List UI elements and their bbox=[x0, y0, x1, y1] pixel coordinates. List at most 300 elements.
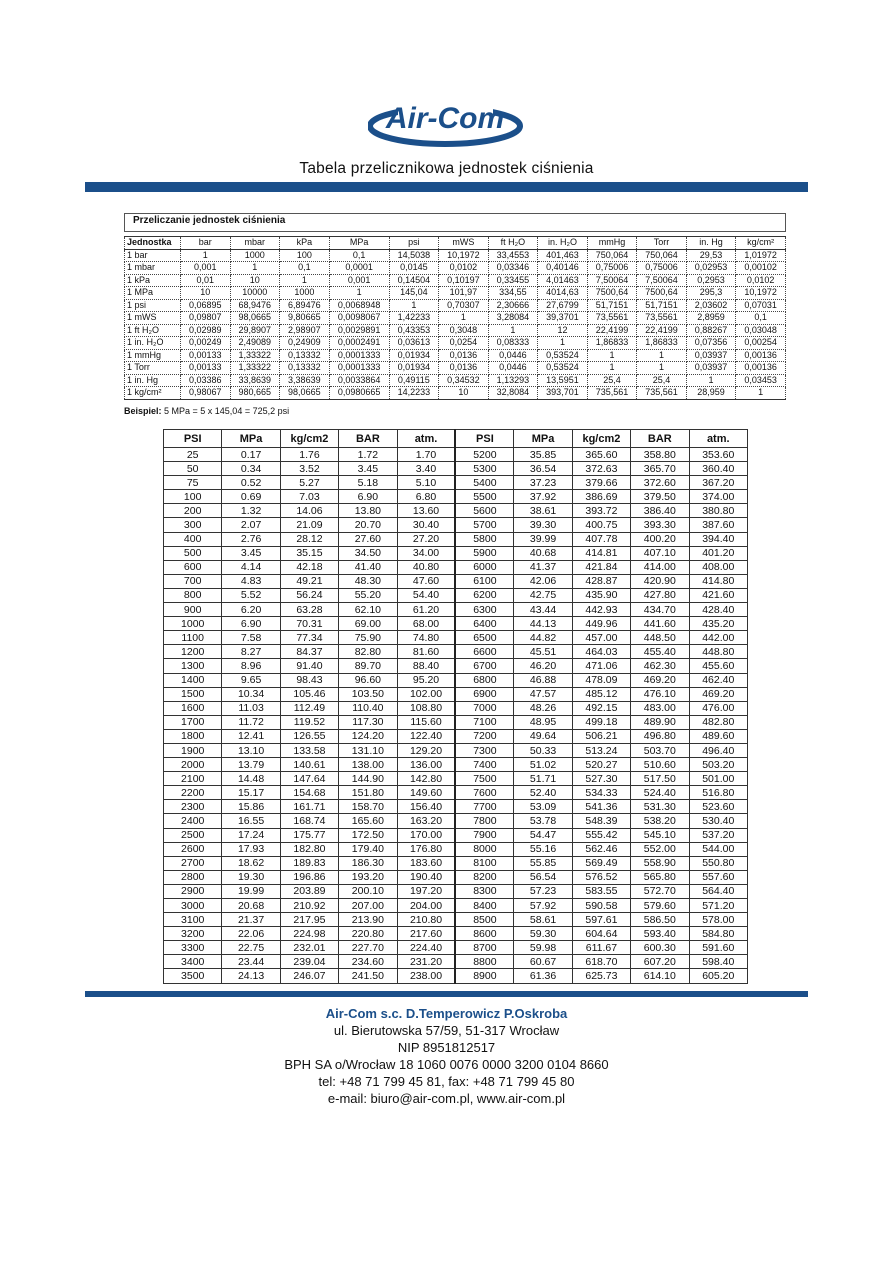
table-cell: 62.10 bbox=[339, 603, 397, 617]
table-cell: 1 mmHg bbox=[125, 349, 181, 362]
table-cell: 1,86833 bbox=[587, 337, 637, 350]
table-cell: 0.34 bbox=[222, 462, 280, 476]
table-cell: 0,0254 bbox=[439, 337, 489, 350]
table-cell: 489.90 bbox=[631, 715, 689, 729]
table-cell: 407.78 bbox=[572, 532, 630, 546]
table-cell: 45.51 bbox=[514, 645, 572, 659]
table-cell: 0,0001 bbox=[329, 262, 389, 275]
table-row bbox=[164, 884, 748, 898]
table-cell: 800 bbox=[164, 588, 222, 602]
table-cell: 1 bbox=[280, 274, 330, 287]
table-cell: 449.96 bbox=[572, 617, 630, 631]
table-row bbox=[164, 842, 748, 856]
column-header: BAR bbox=[339, 430, 397, 448]
table-cell: 0,00102 bbox=[736, 262, 786, 275]
table-row bbox=[164, 504, 748, 518]
table-cell: 14.48 bbox=[222, 772, 280, 786]
table-cell: 0,13332 bbox=[280, 349, 330, 362]
column-header: kg/cm² bbox=[736, 237, 786, 250]
table-cell: 386.40 bbox=[631, 504, 689, 518]
table-cell: 586.50 bbox=[631, 913, 689, 927]
table-row bbox=[164, 743, 748, 757]
table-cell: 5300 bbox=[455, 462, 513, 476]
table-cell: 39.30 bbox=[514, 518, 572, 532]
table-cell: 27,6799 bbox=[538, 299, 588, 312]
table-cell: 469.20 bbox=[631, 673, 689, 687]
table-cell: 510.60 bbox=[631, 758, 689, 772]
conversion-header-row bbox=[125, 237, 786, 250]
table-cell: 0,24909 bbox=[280, 337, 330, 350]
table-cell: 552.00 bbox=[631, 842, 689, 856]
table-cell: 1900 bbox=[164, 743, 222, 757]
table-row bbox=[164, 518, 748, 532]
table-row bbox=[164, 603, 748, 617]
table-cell: 1 bbox=[538, 337, 588, 350]
table-row bbox=[164, 772, 748, 786]
table-cell: 175.77 bbox=[280, 828, 338, 842]
table-cell: 435.20 bbox=[689, 617, 747, 631]
table-row bbox=[164, 532, 748, 546]
table-cell: 597.61 bbox=[572, 913, 630, 927]
table-cell: 545.10 bbox=[631, 828, 689, 842]
table-cell: 0,03937 bbox=[686, 349, 736, 362]
table-cell: 3,28084 bbox=[488, 312, 538, 325]
table-cell: 0,0098067 bbox=[329, 312, 389, 325]
table-cell: 7,50064 bbox=[587, 274, 637, 287]
table-cell: 1700 bbox=[164, 715, 222, 729]
table-cell: 3300 bbox=[164, 941, 222, 955]
table-cell: 58.61 bbox=[514, 913, 572, 927]
table-cell: 1000 bbox=[164, 617, 222, 631]
table-cell: 190.40 bbox=[397, 870, 455, 884]
table-cell: 53.78 bbox=[514, 814, 572, 828]
table-row bbox=[164, 800, 748, 814]
table-row bbox=[125, 337, 786, 350]
table-cell: 0.17 bbox=[222, 448, 280, 462]
table-cell: 77.34 bbox=[280, 631, 338, 645]
table-cell: 562.46 bbox=[572, 842, 630, 856]
table-row bbox=[164, 786, 748, 800]
table-cell: 8800 bbox=[455, 955, 513, 969]
table-cell: 2,03602 bbox=[686, 299, 736, 312]
table-cell: 81.60 bbox=[397, 645, 455, 659]
table-cell: 448.80 bbox=[689, 645, 747, 659]
column-header: psi bbox=[389, 237, 439, 250]
table-cell: 591.60 bbox=[689, 941, 747, 955]
table-cell: 6,89476 bbox=[280, 299, 330, 312]
table-cell: 6200 bbox=[455, 588, 513, 602]
table-cell: 35.85 bbox=[514, 448, 572, 462]
footer bbox=[0, 1005, 893, 1107]
table-cell: 88.40 bbox=[397, 659, 455, 673]
table-cell: 33,8639 bbox=[230, 374, 280, 387]
table-cell: 607.20 bbox=[631, 955, 689, 969]
table-cell: 10 bbox=[230, 274, 280, 287]
table-cell: 8900 bbox=[455, 969, 513, 983]
table-cell: 0,0002491 bbox=[329, 337, 389, 350]
table-cell: 101,97 bbox=[439, 287, 489, 300]
table-cell: 0,00133 bbox=[181, 349, 231, 362]
table-cell: 414.00 bbox=[631, 560, 689, 574]
table-cell: 220.80 bbox=[339, 927, 397, 941]
table-cell: 1300 bbox=[164, 659, 222, 673]
table-cell: 105.46 bbox=[280, 687, 338, 701]
table-cell: 496.40 bbox=[689, 743, 747, 757]
table-cell: 22.06 bbox=[222, 927, 280, 941]
column-header: mbar bbox=[230, 237, 280, 250]
table-cell: 49.64 bbox=[514, 729, 572, 743]
conversion-body bbox=[125, 249, 786, 399]
table-cell: 91.40 bbox=[280, 659, 338, 673]
table-cell: 6700 bbox=[455, 659, 513, 673]
table-cell: 2.07 bbox=[222, 518, 280, 532]
table-cell: 1,33322 bbox=[230, 349, 280, 362]
table-cell: 9,80665 bbox=[280, 312, 330, 325]
table-cell: 2500 bbox=[164, 828, 222, 842]
table-row bbox=[164, 913, 748, 927]
table-cell: 427.80 bbox=[631, 588, 689, 602]
table-cell: 2200 bbox=[164, 786, 222, 800]
table-cell: 6800 bbox=[455, 673, 513, 687]
table-cell: 203.89 bbox=[280, 884, 338, 898]
table-cell: 0,0145 bbox=[389, 262, 439, 275]
table-cell: 234.60 bbox=[339, 955, 397, 969]
table-cell: 176.80 bbox=[397, 842, 455, 856]
table-cell: 0,0446 bbox=[488, 349, 538, 362]
table-cell: 241.50 bbox=[339, 969, 397, 983]
table-cell: 1600 bbox=[164, 701, 222, 715]
table-cell: 0,02989 bbox=[181, 324, 231, 337]
table-cell: 151.80 bbox=[339, 786, 397, 800]
table-cell: 0,1 bbox=[329, 249, 389, 262]
table-cell: 186.30 bbox=[339, 856, 397, 870]
table-cell: 544.00 bbox=[689, 842, 747, 856]
table-cell: 6.90 bbox=[222, 617, 280, 631]
table-cell: 6.20 bbox=[222, 603, 280, 617]
table-cell: 457.00 bbox=[572, 631, 630, 645]
table-cell: 231.20 bbox=[397, 955, 455, 969]
table-row bbox=[125, 262, 786, 275]
table-cell: 1 bbox=[587, 362, 637, 375]
table-cell: 0,03453 bbox=[736, 374, 786, 387]
table-cell: 39.99 bbox=[514, 532, 572, 546]
table-cell: 50 bbox=[164, 462, 222, 476]
table-cell: 7000 bbox=[455, 701, 513, 715]
table-cell: 513.24 bbox=[572, 743, 630, 757]
table-cell: 0,0102 bbox=[736, 274, 786, 287]
table-cell: 115.60 bbox=[397, 715, 455, 729]
column-header: mWS bbox=[439, 237, 489, 250]
table-cell: 1100 bbox=[164, 631, 222, 645]
table-cell: 393.30 bbox=[631, 518, 689, 532]
table-cell: 207.00 bbox=[339, 899, 397, 913]
table-cell: 30.40 bbox=[397, 518, 455, 532]
table-cell: 462.40 bbox=[689, 673, 747, 687]
table-cell: 21.37 bbox=[222, 913, 280, 927]
table-cell: 68.00 bbox=[397, 617, 455, 631]
table-cell: 1500 bbox=[164, 687, 222, 701]
table-cell: 5900 bbox=[455, 546, 513, 560]
table-cell: 476.10 bbox=[631, 687, 689, 701]
table-cell: 5700 bbox=[455, 518, 513, 532]
table-cell: 55.85 bbox=[514, 856, 572, 870]
column-header: PSI bbox=[455, 430, 513, 448]
table-cell: 604.64 bbox=[572, 927, 630, 941]
table-cell: 170.00 bbox=[397, 828, 455, 842]
table-cell: 55.20 bbox=[339, 588, 397, 602]
table-cell: 63.28 bbox=[280, 603, 338, 617]
table-cell: 7500,64 bbox=[587, 287, 637, 300]
table-cell: 442.93 bbox=[572, 603, 630, 617]
table-cell: 196.86 bbox=[280, 870, 338, 884]
table-cell: 210.80 bbox=[397, 913, 455, 927]
table-cell: 70.31 bbox=[280, 617, 338, 631]
table-cell: 0,03048 bbox=[736, 324, 786, 337]
table-cell: 590.58 bbox=[572, 899, 630, 913]
table-cell: 131.10 bbox=[339, 743, 397, 757]
table-cell: 541.36 bbox=[572, 800, 630, 814]
table-cell: 0,0136 bbox=[439, 362, 489, 375]
table-cell: 492.15 bbox=[572, 701, 630, 715]
table-cell: 3.45 bbox=[339, 462, 397, 476]
table-cell: 365.60 bbox=[572, 448, 630, 462]
table-cell: 555.42 bbox=[572, 828, 630, 842]
table-cell: 614.10 bbox=[631, 969, 689, 983]
table-cell: 517.50 bbox=[631, 772, 689, 786]
table-row bbox=[164, 574, 748, 588]
table-cell: 227.70 bbox=[339, 941, 397, 955]
column-header: atm. bbox=[397, 430, 455, 448]
table-cell: 0,06895 bbox=[181, 299, 231, 312]
table-cell: 367.20 bbox=[689, 476, 747, 490]
table-cell: 0,88267 bbox=[686, 324, 736, 337]
conversion-title: Przeliczanie jednostek ciśnienia bbox=[133, 215, 286, 226]
table-cell: 485.12 bbox=[572, 687, 630, 701]
table-cell: 19.30 bbox=[222, 870, 280, 884]
table-cell: 527.30 bbox=[572, 772, 630, 786]
table-row bbox=[125, 274, 786, 287]
table-cell: 1 bbox=[181, 249, 231, 262]
table-row bbox=[164, 941, 748, 955]
table-cell: 0,33455 bbox=[488, 274, 538, 287]
table-cell: 75 bbox=[164, 476, 222, 490]
table-cell: 14,5038 bbox=[389, 249, 439, 262]
table-cell: 0,0001333 bbox=[329, 349, 389, 362]
table-cell: 1,42233 bbox=[389, 312, 439, 325]
table-cell: 548.39 bbox=[572, 814, 630, 828]
footer-address: ul. Bierutowska 57/59, 51-317 Wrocław bbox=[333, 1023, 560, 1038]
table-cell: 9.65 bbox=[222, 673, 280, 687]
table-cell: 1,86833 bbox=[637, 337, 687, 350]
table-cell: 183.60 bbox=[397, 856, 455, 870]
table-row bbox=[164, 828, 748, 842]
table-cell: 618.70 bbox=[572, 955, 630, 969]
table-cell: 200 bbox=[164, 504, 222, 518]
table-cell: 10,1972 bbox=[736, 287, 786, 300]
table-cell: 52.40 bbox=[514, 786, 572, 800]
table-cell: 571.20 bbox=[689, 899, 747, 913]
table-cell: 0,07031 bbox=[736, 299, 786, 312]
table-cell: 0,00136 bbox=[736, 362, 786, 375]
table-row bbox=[164, 546, 748, 560]
table-cell: 122.40 bbox=[397, 729, 455, 743]
table-cell: 598.40 bbox=[689, 955, 747, 969]
table-cell: 238.00 bbox=[397, 969, 455, 983]
table-cell: 3400 bbox=[164, 955, 222, 969]
table-cell: 108.80 bbox=[397, 701, 455, 715]
footer-nip: NIP 8951812517 bbox=[397, 1040, 496, 1055]
table-cell: 1 mbar bbox=[125, 262, 181, 275]
table-cell: 17.93 bbox=[222, 842, 280, 856]
table-cell: 10000 bbox=[230, 287, 280, 300]
table-cell: 0,0029891 bbox=[329, 324, 389, 337]
table-cell: 428.40 bbox=[689, 603, 747, 617]
table-cell: 0,00136 bbox=[736, 349, 786, 362]
table-row bbox=[164, 715, 748, 729]
table-cell: 54.47 bbox=[514, 828, 572, 842]
table-cell: 246.07 bbox=[280, 969, 338, 983]
table-cell: 1 MPa bbox=[125, 287, 181, 300]
column-header: Torr bbox=[637, 237, 687, 250]
table-cell: 5500 bbox=[455, 490, 513, 504]
table-cell: 59.30 bbox=[514, 927, 572, 941]
table-cell: 441.60 bbox=[631, 617, 689, 631]
table-cell: 43.44 bbox=[514, 603, 572, 617]
table-cell: 387.60 bbox=[689, 518, 747, 532]
table-cell: 1 bbox=[686, 374, 736, 387]
table-cell: 0,49115 bbox=[389, 374, 439, 387]
table-cell: 51,7151 bbox=[637, 299, 687, 312]
table-row bbox=[164, 476, 748, 490]
table-cell: 217.95 bbox=[280, 913, 338, 927]
table-cell: 163.20 bbox=[397, 814, 455, 828]
table-cell: 25 bbox=[164, 448, 222, 462]
table-cell: 300 bbox=[164, 518, 222, 532]
table-cell: 13.79 bbox=[222, 758, 280, 772]
table-cell: 0,70307 bbox=[439, 299, 489, 312]
table-cell: 6400 bbox=[455, 617, 513, 631]
table-cell: 379.66 bbox=[572, 476, 630, 490]
table-cell: 82.80 bbox=[339, 645, 397, 659]
table-cell: 393,701 bbox=[538, 387, 588, 400]
table-row bbox=[164, 814, 748, 828]
table-cell: 448.50 bbox=[631, 631, 689, 645]
table-cell: 7400 bbox=[455, 758, 513, 772]
table-cell: 1 bbox=[488, 324, 538, 337]
table-cell: 41.40 bbox=[339, 560, 397, 574]
table-cell: 126.55 bbox=[280, 729, 338, 743]
table-cell: 1400 bbox=[164, 673, 222, 687]
table-cell: 557.60 bbox=[689, 870, 747, 884]
table-row bbox=[164, 617, 748, 631]
table-cell: 10,1972 bbox=[439, 249, 489, 262]
table-cell: 1 kg/cm² bbox=[125, 387, 181, 400]
table-cell: 0,03346 bbox=[488, 262, 538, 275]
table-cell: 3500 bbox=[164, 969, 222, 983]
table-row bbox=[125, 362, 786, 375]
table-cell: 239.04 bbox=[280, 955, 338, 969]
table-cell: 2800 bbox=[164, 870, 222, 884]
table-cell: 98,0665 bbox=[280, 387, 330, 400]
table-cell: 625.73 bbox=[572, 969, 630, 983]
table-cell: 0,0980665 bbox=[329, 387, 389, 400]
table-cell: 158.70 bbox=[339, 800, 397, 814]
table-cell: 61.36 bbox=[514, 969, 572, 983]
table-row bbox=[164, 687, 748, 701]
table-cell: 0,00249 bbox=[181, 337, 231, 350]
table-cell: 7600 bbox=[455, 786, 513, 800]
table-cell: 96.60 bbox=[339, 673, 397, 687]
footer-company: Air-Com s.c. D.Temperowicz P.Oskroba bbox=[325, 1006, 568, 1021]
table-cell: 8400 bbox=[455, 899, 513, 913]
table-cell: 8700 bbox=[455, 941, 513, 955]
table-cell: 0,1 bbox=[280, 262, 330, 275]
table-row bbox=[125, 299, 786, 312]
table-cell: 75.90 bbox=[339, 631, 397, 645]
table-cell: 0,13332 bbox=[280, 362, 330, 375]
table-cell: 27.60 bbox=[339, 532, 397, 546]
table-cell: 5200 bbox=[455, 448, 513, 462]
table-cell: 200.10 bbox=[339, 884, 397, 898]
table-row bbox=[164, 631, 748, 645]
table-cell: 22.75 bbox=[222, 941, 280, 955]
table-cell: 400.20 bbox=[631, 532, 689, 546]
table-cell: 1 in. Hg bbox=[125, 374, 181, 387]
table-cell: 37.92 bbox=[514, 490, 572, 504]
psi-header-row bbox=[164, 430, 748, 448]
table-cell: 232.01 bbox=[280, 941, 338, 955]
table-cell: 520.27 bbox=[572, 758, 630, 772]
table-row bbox=[164, 927, 748, 941]
table-cell: 145,04 bbox=[389, 287, 439, 300]
table-row bbox=[164, 729, 748, 743]
table-row bbox=[125, 324, 786, 337]
table-cell: 5800 bbox=[455, 532, 513, 546]
table-cell: 435.90 bbox=[572, 588, 630, 602]
table-cell: 8.96 bbox=[222, 659, 280, 673]
table-cell: 750,064 bbox=[587, 249, 637, 262]
table-cell: 401,463 bbox=[538, 249, 588, 262]
table-cell: 0,01934 bbox=[389, 349, 439, 362]
table-cell: 700 bbox=[164, 574, 222, 588]
table-cell: 36.54 bbox=[514, 462, 572, 476]
table-cell: 393.72 bbox=[572, 504, 630, 518]
table-cell: 1,33322 bbox=[230, 362, 280, 375]
table-cell: 3.45 bbox=[222, 546, 280, 560]
table-cell: 1000 bbox=[280, 287, 330, 300]
column-header: in. Hg bbox=[686, 237, 736, 250]
table-cell: 1800 bbox=[164, 729, 222, 743]
table-cell: 374.00 bbox=[689, 490, 747, 504]
column-header: kg/cm2 bbox=[572, 430, 630, 448]
table-cell: 156.40 bbox=[397, 800, 455, 814]
table-cell: 98.43 bbox=[280, 673, 338, 687]
table-cell: 119.52 bbox=[280, 715, 338, 729]
table-cell: 0,34532 bbox=[439, 374, 489, 387]
table-cell: 21.09 bbox=[280, 518, 338, 532]
table-cell: 49.21 bbox=[280, 574, 338, 588]
table-cell: 482.80 bbox=[689, 715, 747, 729]
table-cell: 0,00254 bbox=[736, 337, 786, 350]
table-cell: 3.40 bbox=[397, 462, 455, 476]
table-cell: 0,02953 bbox=[686, 262, 736, 275]
table-cell: 7.03 bbox=[280, 490, 338, 504]
table-cell: 8300 bbox=[455, 884, 513, 898]
table-cell: 0,3048 bbox=[439, 324, 489, 337]
table-cell: 4.83 bbox=[222, 574, 280, 588]
table-cell: 0,03386 bbox=[181, 374, 231, 387]
table-cell: 3.52 bbox=[280, 462, 338, 476]
